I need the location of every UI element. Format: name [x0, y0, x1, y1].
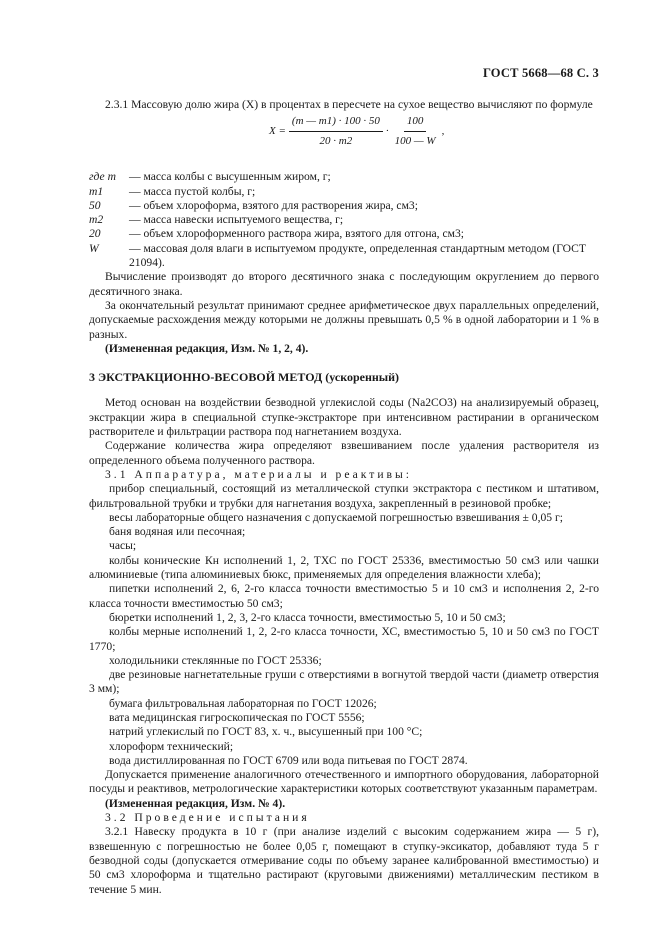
section-3-1-title: 3.1 Аппаратура, материалы и реактивы: [105, 467, 413, 481]
equipment-item: баня водяная или песочная; [109, 525, 246, 539]
variable-description: — масса колбы с высушенным жиром, г; [129, 170, 331, 184]
equipment-item: бумага фильтровальная лабораторная по ГОСТ 12026; [109, 696, 377, 710]
section-3-title: 3 ЭКСТРАКЦИОННО-ВЕСОВОЙ МЕТОД [89, 370, 323, 385]
equipment-item: хлороформ технический; [109, 739, 234, 753]
equipment-item: колбы конические Кн исполнений 1, 2, ТХС по ГОСТ 25336, вместимостью 50 см3 или чашки алюминиевые (типа алюминиевых бюкс, применяемых для определения влажности хлеба); [89, 553, 599, 582]
variable-row [89, 199, 599, 213]
variable-description: — объем хлороформенного раствора жира, взятого для отгона, см3; [129, 227, 464, 241]
variable-symbol: 20 [89, 227, 101, 241]
formula-tail: , [441, 124, 445, 137]
formula-fraction-1 [289, 114, 383, 148]
fraction-2-numerator: 100 [404, 114, 427, 131]
equipment-item: весы лабораторные общего назначения с допускаемой погрешностью взвешивания ± 0,05 г; [109, 510, 563, 524]
equipment-item: колбы мерные исполнений 1, 2, 2-го класса точности, ХС, вместимостью 5, 10 и 50 см3 по ГОСТ 1770; [89, 625, 599, 653]
section-3-2-1-text: 3.2.1 Навеску продукта в 10 г (при анализе изделий с высоким содержанием жира — 5 г), взвешенную с погрешностью не более 0,05 г, помещают в ступку-эксикатор, добавляют туда 5 г безводной соды (допускается отмеривание соды по объему заранее калиброванной вместимостью) и 50 см3 хлороформа и тщательно растирают (круговыми движениями) металлическим пестиком в течение 5 мин. [89, 825, 599, 896]
section-3-subtitle: (ускоренный) [325, 370, 400, 385]
formula-fraction-2 [392, 114, 439, 148]
variable-description: — массовая доля влаги в испытуемом продукте, определенная стандартным методом (ГОСТ 21094). [129, 241, 586, 270]
content-determination: Содержание количества жира определяют взвешиванием после удаления растворителя из определенного объема полученного раствора. [89, 439, 599, 467]
formula-dot: · [385, 124, 389, 137]
equipment-item: пипетки исполнений 2, 6, 2-го класса точности вместимостью 5 и 10 см3 и исполнения 2, 2-го класса точности вместимостью 50 см3; [89, 582, 599, 610]
formula-block [89, 112, 599, 164]
fraction-2-denominator: 100 — W [394, 134, 436, 147]
fat-formula [269, 114, 444, 148]
variable-symbol: 50 [89, 198, 101, 212]
revision-note: (Измененная редакция, Изм. № 1, 2, 4). [105, 341, 309, 355]
method-description: Метод основан на воздействии безводной углекислой соды (Na2CO3) на анализируемый образец, экстракции жира в специальной ступке-экстракторе при интенсивном растирании в органическом растворителе и фильтрации раствора под нагнетанием воздуха. [89, 396, 599, 439]
formula-lhs: X = [269, 124, 286, 137]
variable-row [89, 213, 599, 227]
equipment-item: прибор специальный, состоящий из металлической ступки экстрактора с пестиком и штативом, фильтровальной трубки и трубки для нагнетания воздуха, закрепленный в резиновой пробке; [89, 482, 599, 510]
equipment-item: холодильники стеклянные по ГОСТ 25336; [109, 653, 322, 667]
equipment-item: вода дистиллированная по ГОСТ 6709 или вода питьевая по ГОСТ 2874. [109, 753, 468, 767]
variable-symbol: где m [89, 170, 116, 184]
variable-row [89, 170, 599, 184]
page-header: ГОСТ 5668—68 С. 3 [482, 66, 599, 80]
section-2-3-1-text: 2.3.1 Массовую долю жира (X) в процентах в пересчете на сухое вещество вычисляют по формуле [105, 98, 593, 111]
equipment-item: вата медицинская гигроскопическая по ГОСТ 5556; [109, 710, 365, 724]
equipment-list [89, 482, 599, 768]
analog-equipment-note: Допускается применение аналогичного отечественного и импортного оборудования, лабораторной посуды и реактивов, метрологические характеристики которых соответствуют указанным параметрам. [89, 768, 599, 796]
variable-description: — масса пустой колбы, г; [129, 184, 256, 198]
fraction-1-numerator: (m — m1) · 100 · 50 [289, 114, 383, 131]
equipment-item: натрий углекислый по ГОСТ 83, х. ч., высушенный при 100 °С; [109, 725, 423, 739]
variable-row [89, 185, 599, 199]
variable-symbol: W [89, 241, 99, 255]
revision-note: (Измененная редакция, Изм. № 4). [105, 796, 286, 810]
equipment-item: бюретки исполнений 1, 2, 3, 2-го класса точности, вместимостью 5, 10 и 50 см3; [109, 610, 506, 624]
fraction-1-denominator: 20 · m2 [319, 134, 353, 147]
equipment-item: часы; [109, 539, 137, 553]
variable-symbol: m2 [89, 213, 104, 227]
section-3-2-title: 3.2 Проведение испытания [105, 811, 310, 825]
variable-list [89, 170, 599, 270]
variable-symbol: m1 [89, 184, 104, 198]
calculation-note: Вычисление производят до второго десятичного знака с последующим округлением до первого десятичного знака. [89, 270, 599, 298]
variable-description: — объем хлороформа, взятого для растворения жира, см3; [129, 198, 418, 212]
section-3-heading [89, 370, 599, 384]
result-note: За окончательный результат принимают среднее арифметическое двух параллельных определений, допускаемые расхождения между которыми не должны превышать 0,5 % в одной лаборатории и 1 % в разных. [89, 298, 599, 341]
variable-description: — масса навески испытуемого вещества, г; [129, 213, 344, 227]
variable-row [89, 227, 599, 241]
variable-row [89, 242, 599, 271]
equipment-item: две резиновые нагнетательные груши с отверстиями в вогнутой твердой части (диаметр отверстия 3 мм); [89, 668, 599, 696]
page-content [89, 98, 599, 897]
